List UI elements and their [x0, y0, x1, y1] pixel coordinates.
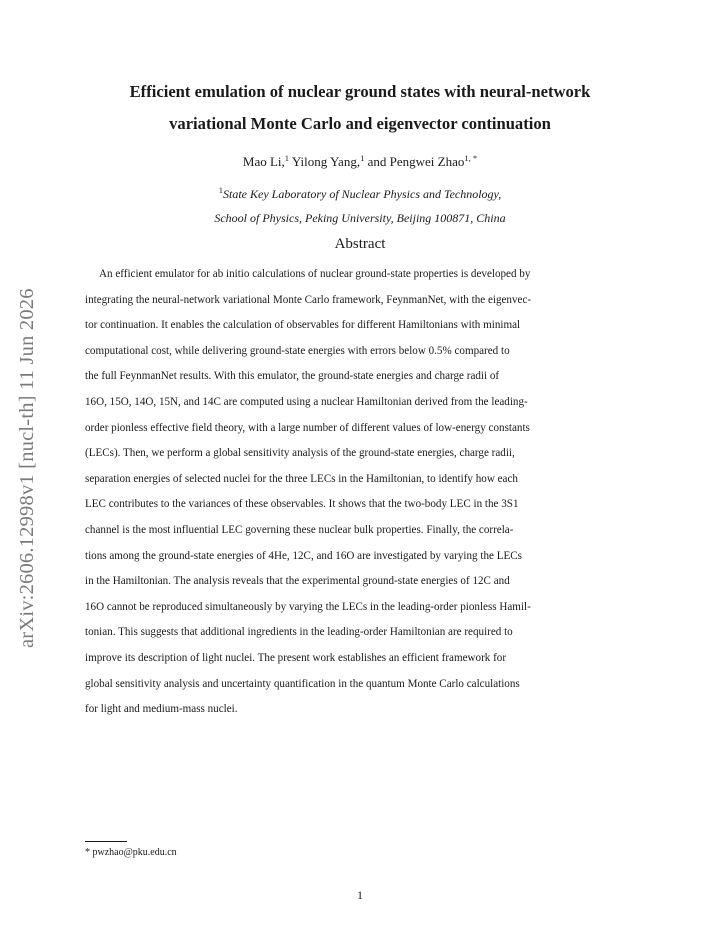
abstract-line: order pionless effective field theory, with a large number of different values of low-energy constants: [85, 421, 530, 434]
abstract-line: separation energies of selected nuclei for the three LECs in the Hamiltonian, to identify how each: [85, 472, 518, 485]
paper-title: [60, 76, 660, 140]
abstract-line: An efficient emulator for ab initio calculations of nuclear ground-state properties is developed by: [99, 268, 531, 280]
abstract-heading: Abstract: [334, 236, 386, 252]
page-number: 1: [357, 888, 363, 902]
abstract-line: channel is the most influential LEC governing these nuclear bulk properties. Finally, the correla-: [85, 523, 514, 536]
arxiv-side-stamp: [16, 258, 52, 648]
abstract-line: (LECs). Then, we perform a global sensitivity analysis of the ground-state energies, charge radii,: [85, 447, 515, 460]
author-name: and Pengwei Zhao: [367, 154, 465, 169]
abstract-line: tor continuation. It enables the calculation of observables for different Hamiltonians with minimal: [85, 319, 521, 332]
arxiv-identifier: arXiv:2606.12998v1 [nucl-th] 11 Jun 2026: [16, 288, 38, 648]
author-affiliation-mark: 1, *: [464, 153, 478, 163]
title-line: variational Monte Carlo and eigenvector continuation: [169, 114, 551, 133]
author-affiliation-mark: 1: [284, 153, 290, 163]
abstract-line: in the Hamiltonian. The analysis reveals that the experimental ground-state energies of 12C and: [85, 575, 510, 588]
abstract-line: 16O, 15O, 14O, 15N, and 14C are computed using a nuclear Hamiltonian derived from the leading-: [85, 395, 528, 408]
author-name: Mao Li,: [242, 154, 285, 169]
abstract-body: [85, 262, 635, 723]
abstract-line: integrating the neural-network variational Monte Carlo framework, FeynmanNet, with the eigenvec-: [85, 293, 532, 306]
abstract-line: for light and medium-mass nuclei.: [85, 703, 238, 716]
affiliation: [60, 182, 660, 230]
abstract-line: tonian. This suggests that additional ingredients in the leading-order Hamiltonian are required to: [85, 626, 513, 639]
author-list: [60, 152, 660, 172]
corresponding-author-footnote: * pwzhao@pku.edu.cn: [85, 847, 177, 858]
affiliation-mark: 1: [218, 185, 224, 195]
abstract-line: LEC contributes to the variances of these observables. It shows that the two-body LEC in the 3S1: [85, 498, 519, 511]
abstract-line: the full FeynmanNet results. With this emulator, the ground-state energies and charge radii of: [85, 370, 500, 383]
abstract-line: tions among the ground-state energies of 4He, 12C, and 16O are investigated by varying the LECs: [85, 549, 522, 562]
affiliation-line: State Key Laboratory of Nuclear Physics and Technology,: [223, 187, 502, 201]
affiliation-line: School of Physics, Peking University, Beijing 100871, China: [214, 211, 506, 225]
abstract-line: computational cost, while delivering ground-state energies with errors below 0.5% compared to: [85, 344, 510, 357]
author-name: Yilong Yang,: [291, 154, 361, 169]
title-line: Efficient emulation of nuclear ground states with neural-network: [129, 82, 591, 101]
abstract-line: 16O cannot be reproduced simultaneously by varying the LECs in the leading-order pionless Hamil-: [85, 600, 531, 613]
footnote-rule: [85, 841, 127, 842]
abstract-line: improve its description of light nuclei. The present work establishes an efficient framework for: [85, 651, 507, 664]
author-affiliation-mark: 1: [360, 153, 365, 163]
abstract-line: global sensitivity analysis and uncertainty quantification in the quantum Monte Carlo calculations: [85, 677, 520, 690]
